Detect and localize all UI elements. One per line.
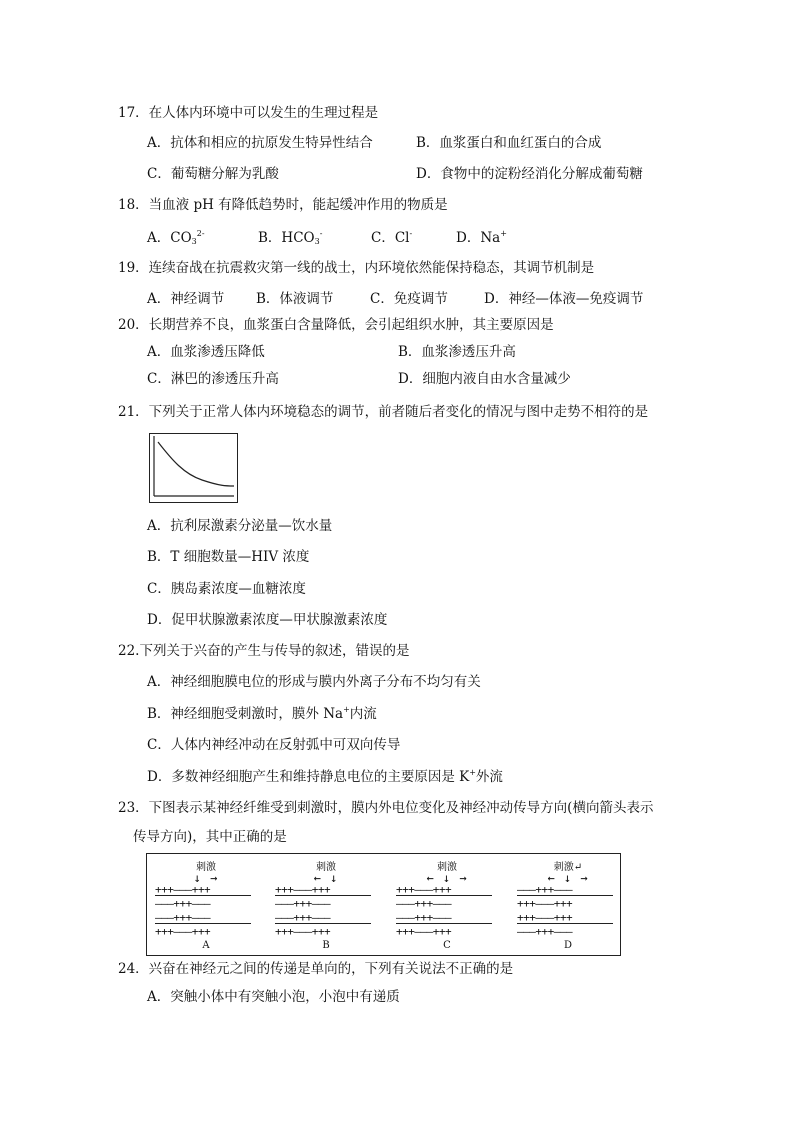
q21-option-d: D．促甲状腺激素浓度—甲状腺激素浓度 (147, 612, 388, 628)
membrane-line (275, 895, 371, 896)
stimulus-label: 刺激 (437, 862, 457, 873)
membrane-line (517, 923, 613, 924)
q22-option-c: C．人体内神经冲动在反射弧中可双向传导 (147, 737, 401, 753)
q18-option-a: A．$CO_3^{2-}$ (147, 229, 205, 246)
q21-stem: 21．下列关于正常人体内环境稳态的调节，前者随后者变化的情况与图中走势不相符的是 (118, 404, 649, 420)
q22-option-b: B．神经细胞受刺激时，膜外 Na+内流 (147, 705, 377, 722)
panel-label: A (202, 940, 210, 951)
membrane-row: +++———+++ (155, 925, 211, 938)
membrane-row: +++———+++ (396, 883, 452, 896)
q23-membrane-figure (146, 853, 621, 956)
membrane-row: +++———+++ (275, 883, 331, 896)
panel-a (151, 854, 261, 955)
q21-option-a: A．抗利尿激素分泌量—饮水量 (147, 518, 333, 534)
q20-option-a: A．血浆渗透压降低 (147, 344, 265, 360)
direction-arrows: ← ↓ → (426, 871, 468, 885)
membrane-row: +++———+++ (396, 925, 452, 938)
graph-curve (158, 442, 234, 486)
q20-option-d: D．细胞内液自由水含量减少 (398, 371, 571, 387)
membrane-row: ———+++——— (517, 883, 573, 896)
panel-label: B (322, 940, 330, 951)
panel-label: D (563, 940, 573, 951)
q22-option-d: D．多数神经细胞产生和维持静息电位的主要原因是 K+外流 (147, 768, 503, 785)
q18-stem: 18．当血液 pH 有降低趋势时，能起缓冲作用的物质是 (118, 197, 448, 213)
q21-decreasing-curve (150, 434, 236, 501)
direction-arrows: ↓ → (193, 871, 219, 885)
stimulus-label: 刺激 (196, 862, 216, 873)
q18-option-b: B．$HCO_3^-$ (258, 229, 323, 246)
membrane-line (396, 895, 492, 896)
q23-stem-line2: 传导方向)，其中正确的是 (133, 829, 287, 845)
q20-option-c: C．淋巴的渗透压升高 (147, 371, 279, 387)
membrane-row: ———+++——— (396, 897, 452, 910)
direction-arrows: ← ↓ → (547, 871, 589, 885)
q19-option-d: D．神经—体液—免疫调节 (484, 291, 644, 307)
membrane-line (275, 923, 371, 924)
membrane-row: ———+++——— (517, 925, 573, 938)
membrane-line (155, 923, 251, 924)
q21-option-b: B．T 细胞数量—HIV 浓度 (147, 549, 310, 565)
membrane-line (396, 923, 492, 924)
direction-arrows: ← ↓ (313, 871, 339, 885)
membrane-row: +++———+++ (517, 911, 573, 924)
membrane-row: ———+++——— (155, 911, 211, 924)
membrane-row: ———+++——— (275, 911, 331, 924)
q17-stem: 17．在人体内环境中可以发生的生理过程是 (118, 105, 379, 121)
q19-stem: 19．连续奋战在抗震救灾第一线的战士，内环境依然能保持稳态，其调节机制是 (118, 260, 595, 276)
stimulus-label: 刺激 (316, 862, 336, 873)
membrane-line (517, 895, 613, 896)
membrane-row: ———+++——— (275, 897, 331, 910)
q22-option-a: A．神经细胞膜电位的形成与膜内外离子分布不均匀有关 (147, 674, 481, 690)
q23-stem-line1: 23．下图表示某神经纤维受到刺激时，膜内外电位变化及神经冲动传导方向(横向箭头表示 (118, 800, 654, 816)
membrane-line (155, 895, 251, 896)
membrane-row: +++———+++ (517, 897, 573, 910)
q20-stem: 20．长期营养不良，血浆蛋白含量降低，会引起组织水肿，其主要原因是 (118, 317, 554, 333)
q18-option-d: D．Na+ (456, 229, 507, 246)
membrane-row: ———+++——— (396, 911, 452, 924)
membrane-row: +++———+++ (155, 883, 211, 896)
membrane-row: ———+++——— (155, 897, 211, 910)
q21-trend-graph (149, 433, 238, 503)
q24-stem: 24．兴奋在神经元之间的传递是单向的，下列有关说法不正确的是 (118, 961, 514, 977)
panel-c (392, 854, 502, 955)
q19-option-a: A．神经调节 (147, 291, 225, 307)
q18-option-c: C．Cl- (371, 229, 413, 246)
q17-option-c: C．葡萄糖分解为乳酸 (147, 166, 279, 182)
q22-stem: 22.下列关于兴奋的产生与传导的叙述，错误的是 (118, 643, 410, 659)
panel-label: C (443, 940, 451, 951)
panel-b (271, 854, 381, 955)
stimulus-label: 刺激↵ (553, 862, 583, 873)
q20-option-b: B．血浆渗透压升高 (398, 344, 516, 360)
q17-option-d: D．食物中的淀粉经消化分解成葡萄糖 (416, 166, 643, 182)
q24-option-a: A．突触小体中有突触小泡，小泡中有递质 (147, 989, 400, 1005)
q17-option-a: A．抗体和相应的抗原发生特异性结合 (147, 135, 373, 151)
panel-d (513, 854, 623, 955)
q21-option-c: C．胰岛素浓度—血糖浓度 (147, 581, 306, 597)
q19-option-c: C．免疫调节 (370, 291, 448, 307)
q17-option-b: B．血浆蛋白和血红蛋白的合成 (416, 135, 602, 151)
q19-option-b: B．体液调节 (256, 291, 334, 307)
membrane-row: +++———+++ (275, 925, 331, 938)
